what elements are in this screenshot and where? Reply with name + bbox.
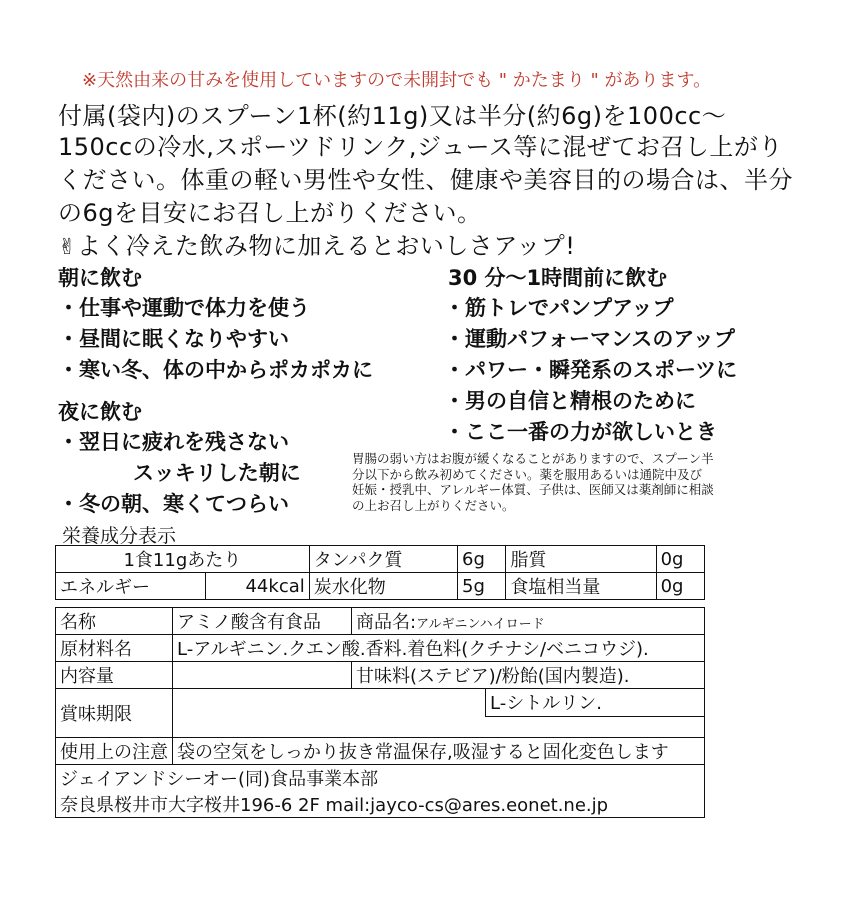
before-item: ・筋トレでパンプアップ bbox=[444, 296, 674, 320]
content-label: 内容量 bbox=[56, 662, 173, 689]
night-title: 夜に飲む bbox=[58, 400, 142, 424]
night-item: ・翌日に疲れを残さない bbox=[58, 430, 289, 454]
warning-text: ※天然由来の甘みを使用していますので未開封でも " かたまり " があります。 bbox=[82, 70, 712, 91]
before-item: ・男の自信と精根のために bbox=[444, 389, 696, 413]
protein-value: 6g bbox=[458, 546, 506, 573]
energy-label: エネルギー bbox=[56, 573, 206, 600]
tip-line bbox=[58, 226, 575, 261]
intro-line-4: の6gを目安にお召し上がりください。 bbox=[58, 199, 482, 227]
expiry-label: 賞味期限 bbox=[56, 689, 173, 738]
product-name-label: 商品名: bbox=[356, 612, 417, 633]
fat-label: 脂質 bbox=[506, 546, 656, 573]
name-value: アミノ酸含有食品 bbox=[173, 608, 352, 635]
intro-line-1: 付属(袋内)のスプーン1杯(約11g)又は半分(約6g)を100cc〜 bbox=[58, 102, 727, 130]
ingredients-line-3: L-シトルリン. bbox=[486, 689, 705, 717]
content-value bbox=[173, 662, 352, 689]
usage-label: 使用上の注意 bbox=[56, 738, 173, 765]
nutrition-table bbox=[55, 545, 705, 600]
tip-text: よく冷えた飲み物に加えるとおいしさアップ! bbox=[76, 232, 576, 260]
company-name: ジェイアンドシーオー(同)食品事業本部 bbox=[56, 765, 705, 792]
nutrition-title: 栄養成分表示 bbox=[62, 525, 177, 547]
morning-item: ・仕事や運動で体力を使う bbox=[58, 296, 310, 320]
before-title: 30 分〜1時間前に飲む bbox=[448, 266, 668, 290]
carb-value: 5g bbox=[458, 573, 506, 600]
before-item: ・運動パフォーマンスのアップ bbox=[444, 327, 735, 351]
intro-line-2: 150ccの冷水,スポーツドリンク,ジュース等に混ぜてお召し上がり bbox=[58, 133, 783, 161]
night-item: スッキリした朝に bbox=[133, 461, 301, 485]
fat-value: 0g bbox=[656, 546, 704, 573]
name-label: 名称 bbox=[56, 608, 173, 635]
usage-value: 袋の空気をしっかり抜き常温保存,吸湿すると固化変色します bbox=[173, 738, 705, 765]
morning-item: ・寒い冬、体の中からポカポカに bbox=[58, 358, 373, 382]
company-address: 奈良県桜井市大字桜井196-6 2F mail:jayco-cs@ares.eonet.ne.jp bbox=[56, 791, 705, 818]
night-item: ・冬の朝、寒くてつらい bbox=[58, 492, 289, 516]
protein-label: タンパク質 bbox=[309, 546, 457, 573]
ingredients-line-1: L-アルギニン.クエン酸.香料.着色料(クチナシ/ベニコウジ). bbox=[173, 635, 705, 662]
product-name-cell bbox=[352, 608, 705, 635]
morning-item: ・昼間に眠くなりやすい bbox=[58, 327, 289, 351]
product-name-value: アルギニンハイロード bbox=[416, 617, 545, 632]
salt-label: 食塩相当量 bbox=[506, 573, 656, 600]
expiry-value bbox=[173, 689, 486, 717]
energy-value: 44kcal bbox=[206, 573, 310, 600]
expiry-blank bbox=[173, 716, 705, 737]
before-item: ・パワー・瞬発系のスポーツに bbox=[444, 358, 738, 382]
hand-sign-icon: ✌ bbox=[58, 235, 77, 260]
product-info-table bbox=[55, 607, 705, 818]
salt-value: 0g bbox=[656, 573, 704, 600]
ingredients-line-2: 甘味料(ステビア)/粉飴(国内製造). bbox=[352, 662, 705, 689]
caution-note: 胃腸の弱い方はお腹が緩くなることがありますので、スプーン半分以下から飲み初めてください。薬を服用あるいは通院中及び妊娠・授乳中、アレルギー体質、子供は、医師又は薬剤師に相談の上お召し上がりください。 bbox=[352, 451, 714, 513]
before-item: ・ここ一番の力が欲しいとき bbox=[444, 420, 717, 444]
intro-line-3: ください。体重の軽い男性や女性、健康や美容目的の場合は、半分 bbox=[58, 166, 793, 194]
morning-title: 朝に飲む bbox=[58, 266, 142, 290]
serving-size: 1食11gあたり bbox=[56, 546, 310, 573]
carb-label: 炭水化物 bbox=[309, 573, 457, 600]
ingredients-label: 原材料名 bbox=[56, 635, 173, 662]
